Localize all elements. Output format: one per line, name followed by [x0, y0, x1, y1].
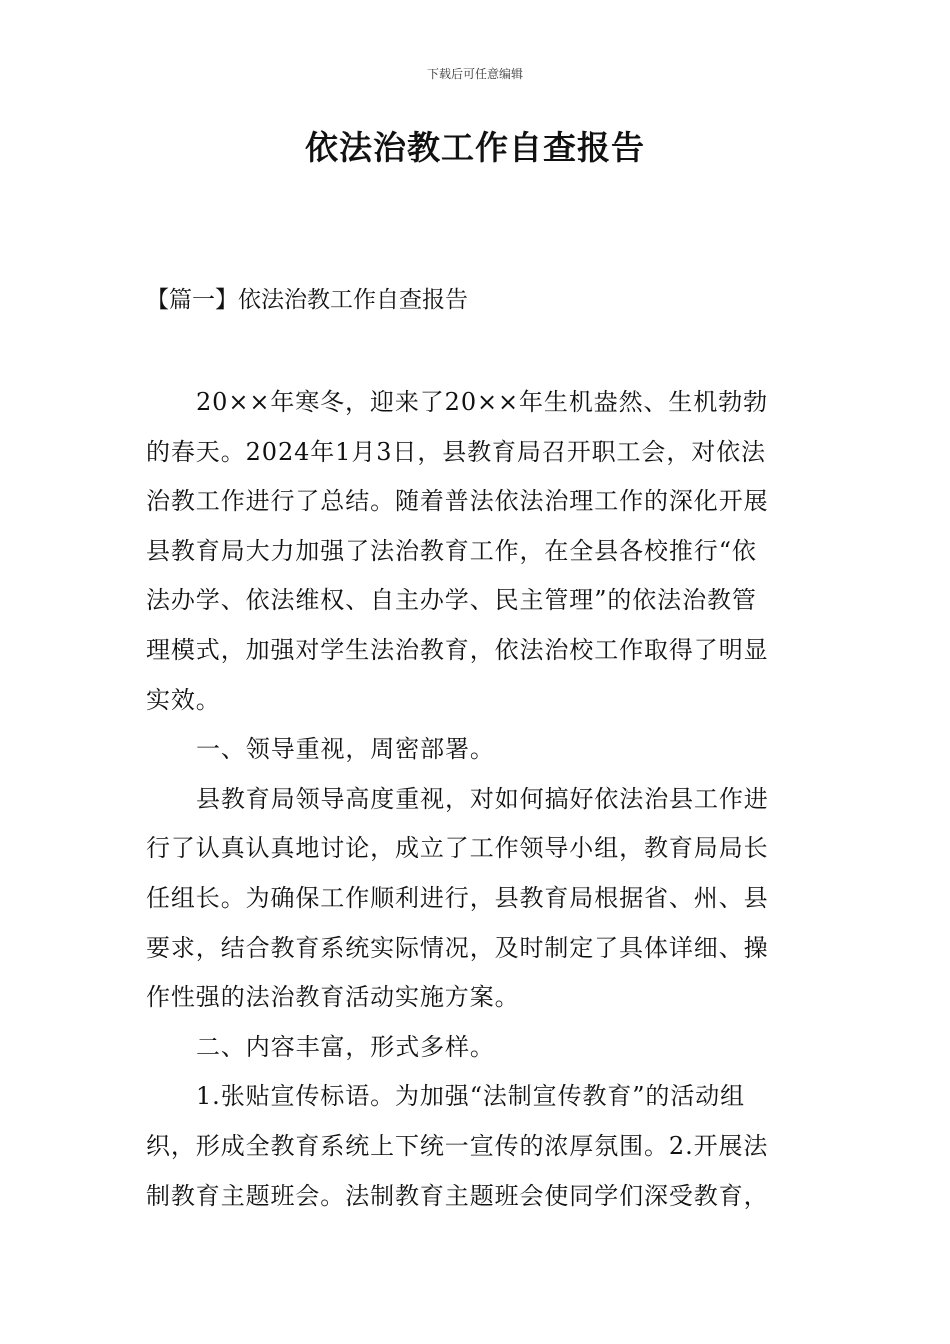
body-line: 一、领导重视，周密部署。	[196, 735, 495, 764]
body-line: 的春天。2024年1月3日，县教育局召开职工会，对依法	[146, 437, 766, 466]
body-line: 县教育局领导高度重视，对如何搞好依法治县工作进	[196, 784, 769, 813]
body-line: 任组长。为确保工作顺利进行，县教育局根据省、州、县	[146, 883, 769, 912]
body-line: 二、内容丰富，形式多样。	[196, 1032, 495, 1061]
body-line: 法办学、依法维权、自主办学、民主管理”的依法治教管	[146, 586, 757, 615]
section-heading: 【篇一】依法治教工作自查报告	[146, 287, 468, 313]
body-line: 1.张贴宣传标语。为加强“法制宣传教育”的活动组	[196, 1082, 746, 1111]
body-line: 治教工作进行了总结。随着普法依法治理工作的深化开展	[146, 487, 769, 516]
body-line: 县教育局大力加强了法治教育工作，在全县各校推行“依	[146, 536, 757, 565]
body-text	[146, 378, 808, 1221]
body-line: 理模式，加强对学生法治教育，依法治校工作取得了明显	[146, 635, 769, 664]
body-line: 行了认真认真地讨论，成立了工作领导小组，教育局局长	[146, 834, 769, 863]
header-note: 下载后可任意编辑	[426, 67, 523, 81]
body-line: 制教育主题班会。法制教育主题班会使同学们深受教育，	[146, 1181, 769, 1210]
document-title: 依法治教工作自查报告	[305, 128, 645, 167]
body-line: 要求，结合教育系统实际情况，及时制定了具体详细、操	[146, 933, 769, 962]
body-line: 作性强的法治教育活动实施方案。	[146, 983, 520, 1012]
body-line: 实效。	[146, 685, 221, 714]
body-line: 20××年寒冬，迎来了20××年生机盎然、生机勃勃	[196, 388, 769, 416]
body-line: 织，形成全教育系统上下统一宣传的浓厚氛围。2.开展法	[146, 1131, 769, 1160]
